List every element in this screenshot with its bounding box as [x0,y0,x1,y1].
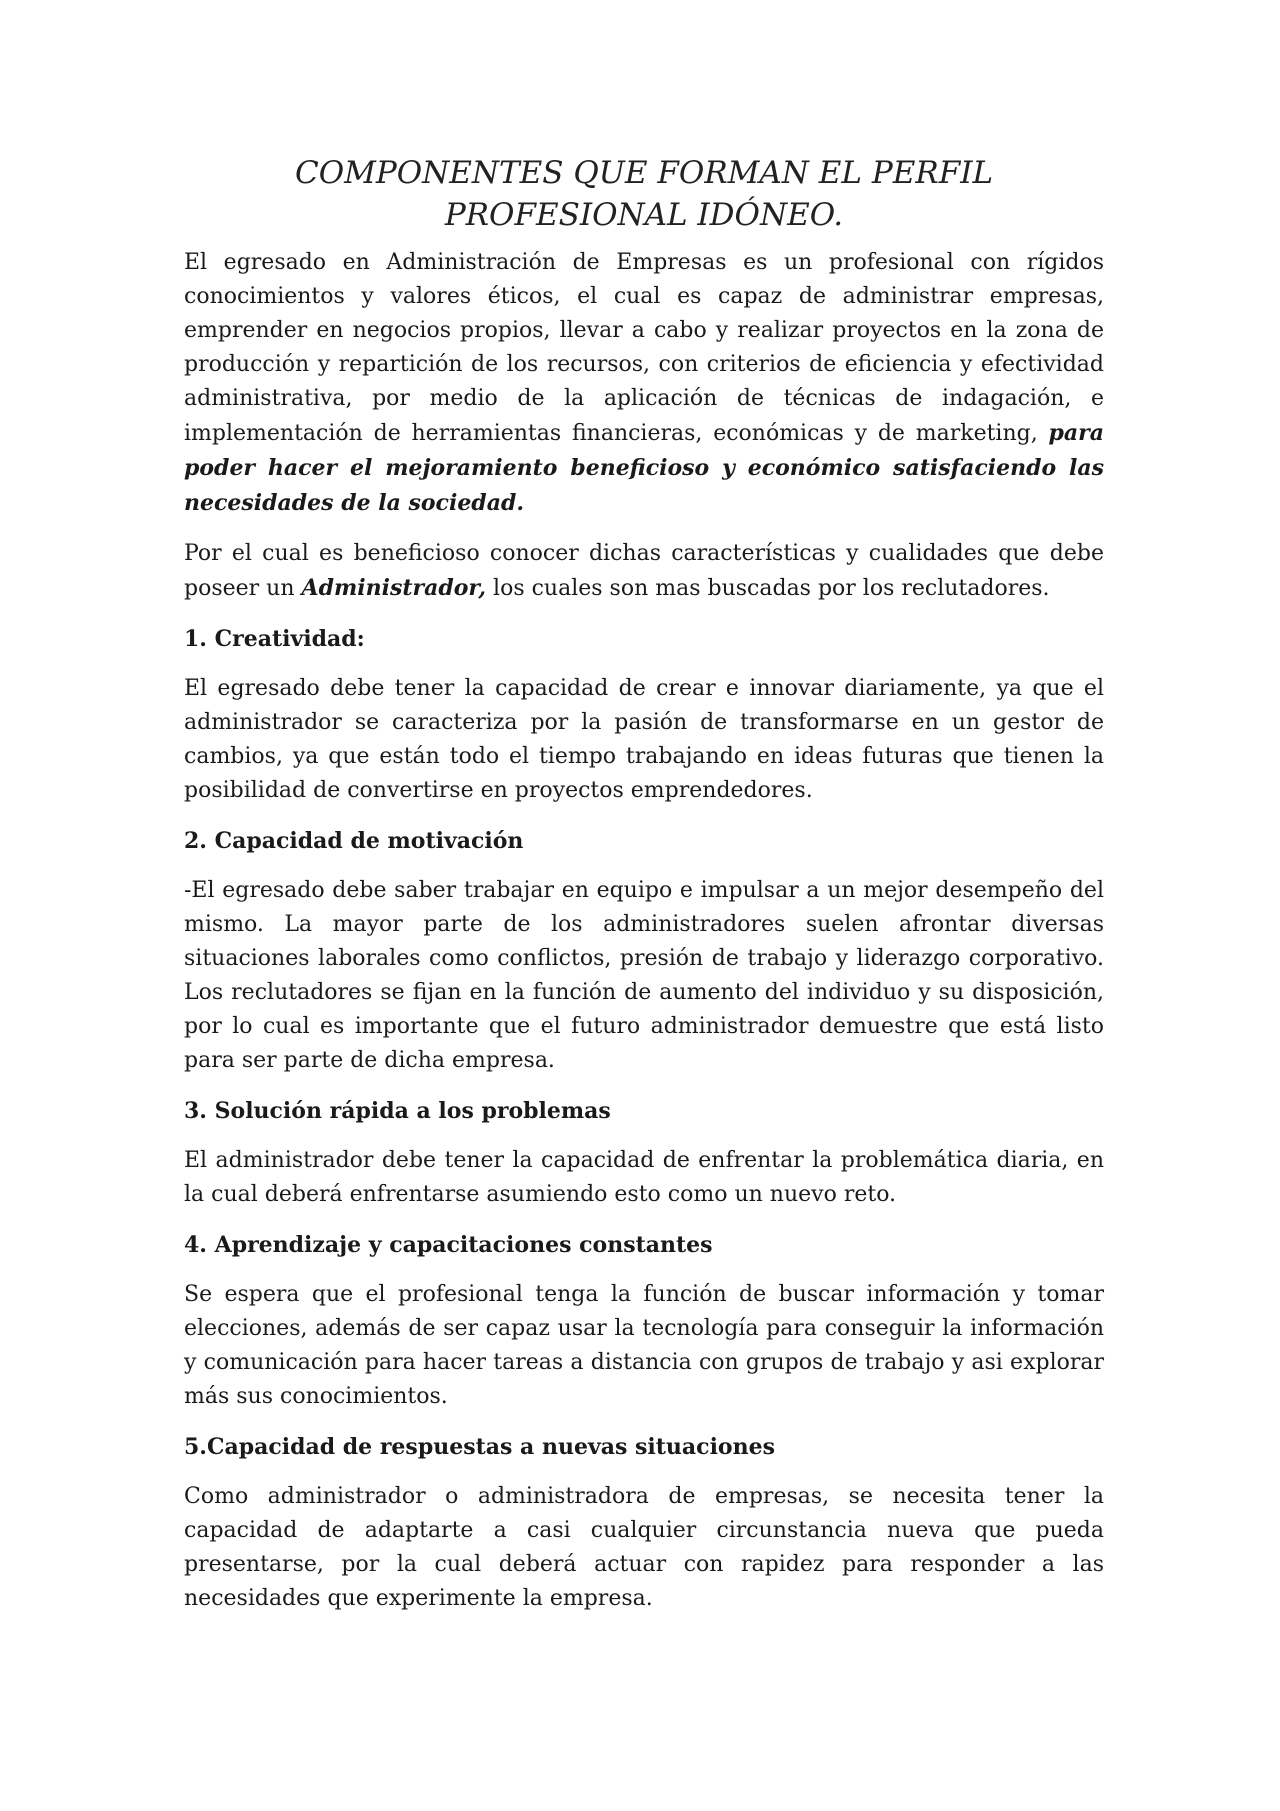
section-body-respuestas: Como administrador o administradora de empresas, se necesita tener la capacidad de adaptarte a casi cualquier circunstancia nueva que pueda presentarse, por la cual deberá actuar con rapidez para responder a las necesidades que experimente la empresa. [184,1484,1104,1611]
title-line-1: COMPONENTES QUE FORMAN EL PERFIL [294,155,994,191]
section-heading-aprendizaje: 4. Aprendizaje y capacitaciones constantes [184,1232,713,1258]
section-heading-solucion: 3. Solución rápida a los problemas [184,1098,611,1124]
section-heading-motivacion: 2. Capacidad de motivación [184,828,524,854]
document-title [184,152,1104,236]
intro-paragraph [184,246,1104,521]
section-body-aprendizaje: Se espera que el profesional tenga la función de buscar información y tomar elecciones, además de ser capaz usar la tecnología para conseguir la información y comunicación para hacer tareas a distancia con grupos de trabajo y asi explorar más sus conocimientos. [184,1282,1104,1409]
document-page [184,152,1104,1632]
intro-emphasis: para poder hacer el mejoramiento beneficioso y económico satisfaciendo las necesidades de la sociedad. [184,420,1104,516]
section-body-solucion: El administrador debe tener la capacidad de enfrentar la problemática diaria, en la cual deberá enfrentarse asumiendo esto como un nuevo reto. [184,1148,1104,1207]
intro-text: El egresado en Administración de Empresas es un profesional con rígidos conocimientos y valores éticos, el cual es capaz de administrar empresas, emprender en negocios propios, llevar a cabo y realizar proyectos en la zona de producción y repartición de los recursos, con criterios de eficiencia y efectividad administrativa, por medio de la aplicación de técnicas de indagación, e implementación de herramientas financieras, económicas y de marketing, [184,250,1104,446]
section-heading-respuestas: 5.Capacidad de respuestas a nuevas situaciones [184,1434,775,1460]
second-text-after: los cuales son mas buscadas por los reclutadores. [486,576,1050,601]
second-text-before: Por el cual es beneficioso conocer dichas características y cualidades que debe poseer un [184,541,1104,601]
second-paragraph [184,537,1104,606]
section-heading-creatividad: 1. Creatividad: [184,626,365,652]
section-body-motivacion: -El egresado debe saber trabajar en equipo e impulsar a un mejor desempeño del mismo. La mayor parte de los administradores suelen afrontar diversas situaciones laborales como conflictos, presión de trabajo y liderazgo corporativo. Los reclutadores se fijan en la función de aumento del individuo y su disposición, por lo cual es importante que el futuro administrador demuestre que está listo para ser parte de dicha empresa. [184,878,1104,1073]
section-body-creatividad: El egresado debe tener la capacidad de crear e innovar diariamente, ya que el administrador se caracteriza por la pasión de transformarse en un gestor de cambios, ya que están todo el tiempo trabajando en ideas futuras que tienen la posibilidad de convertirse en proyectos emprendedores. [184,676,1104,803]
title-line-2: PROFESIONAL IDÓNEO. [444,197,844,233]
second-emphasis: Administrador, [301,575,487,601]
